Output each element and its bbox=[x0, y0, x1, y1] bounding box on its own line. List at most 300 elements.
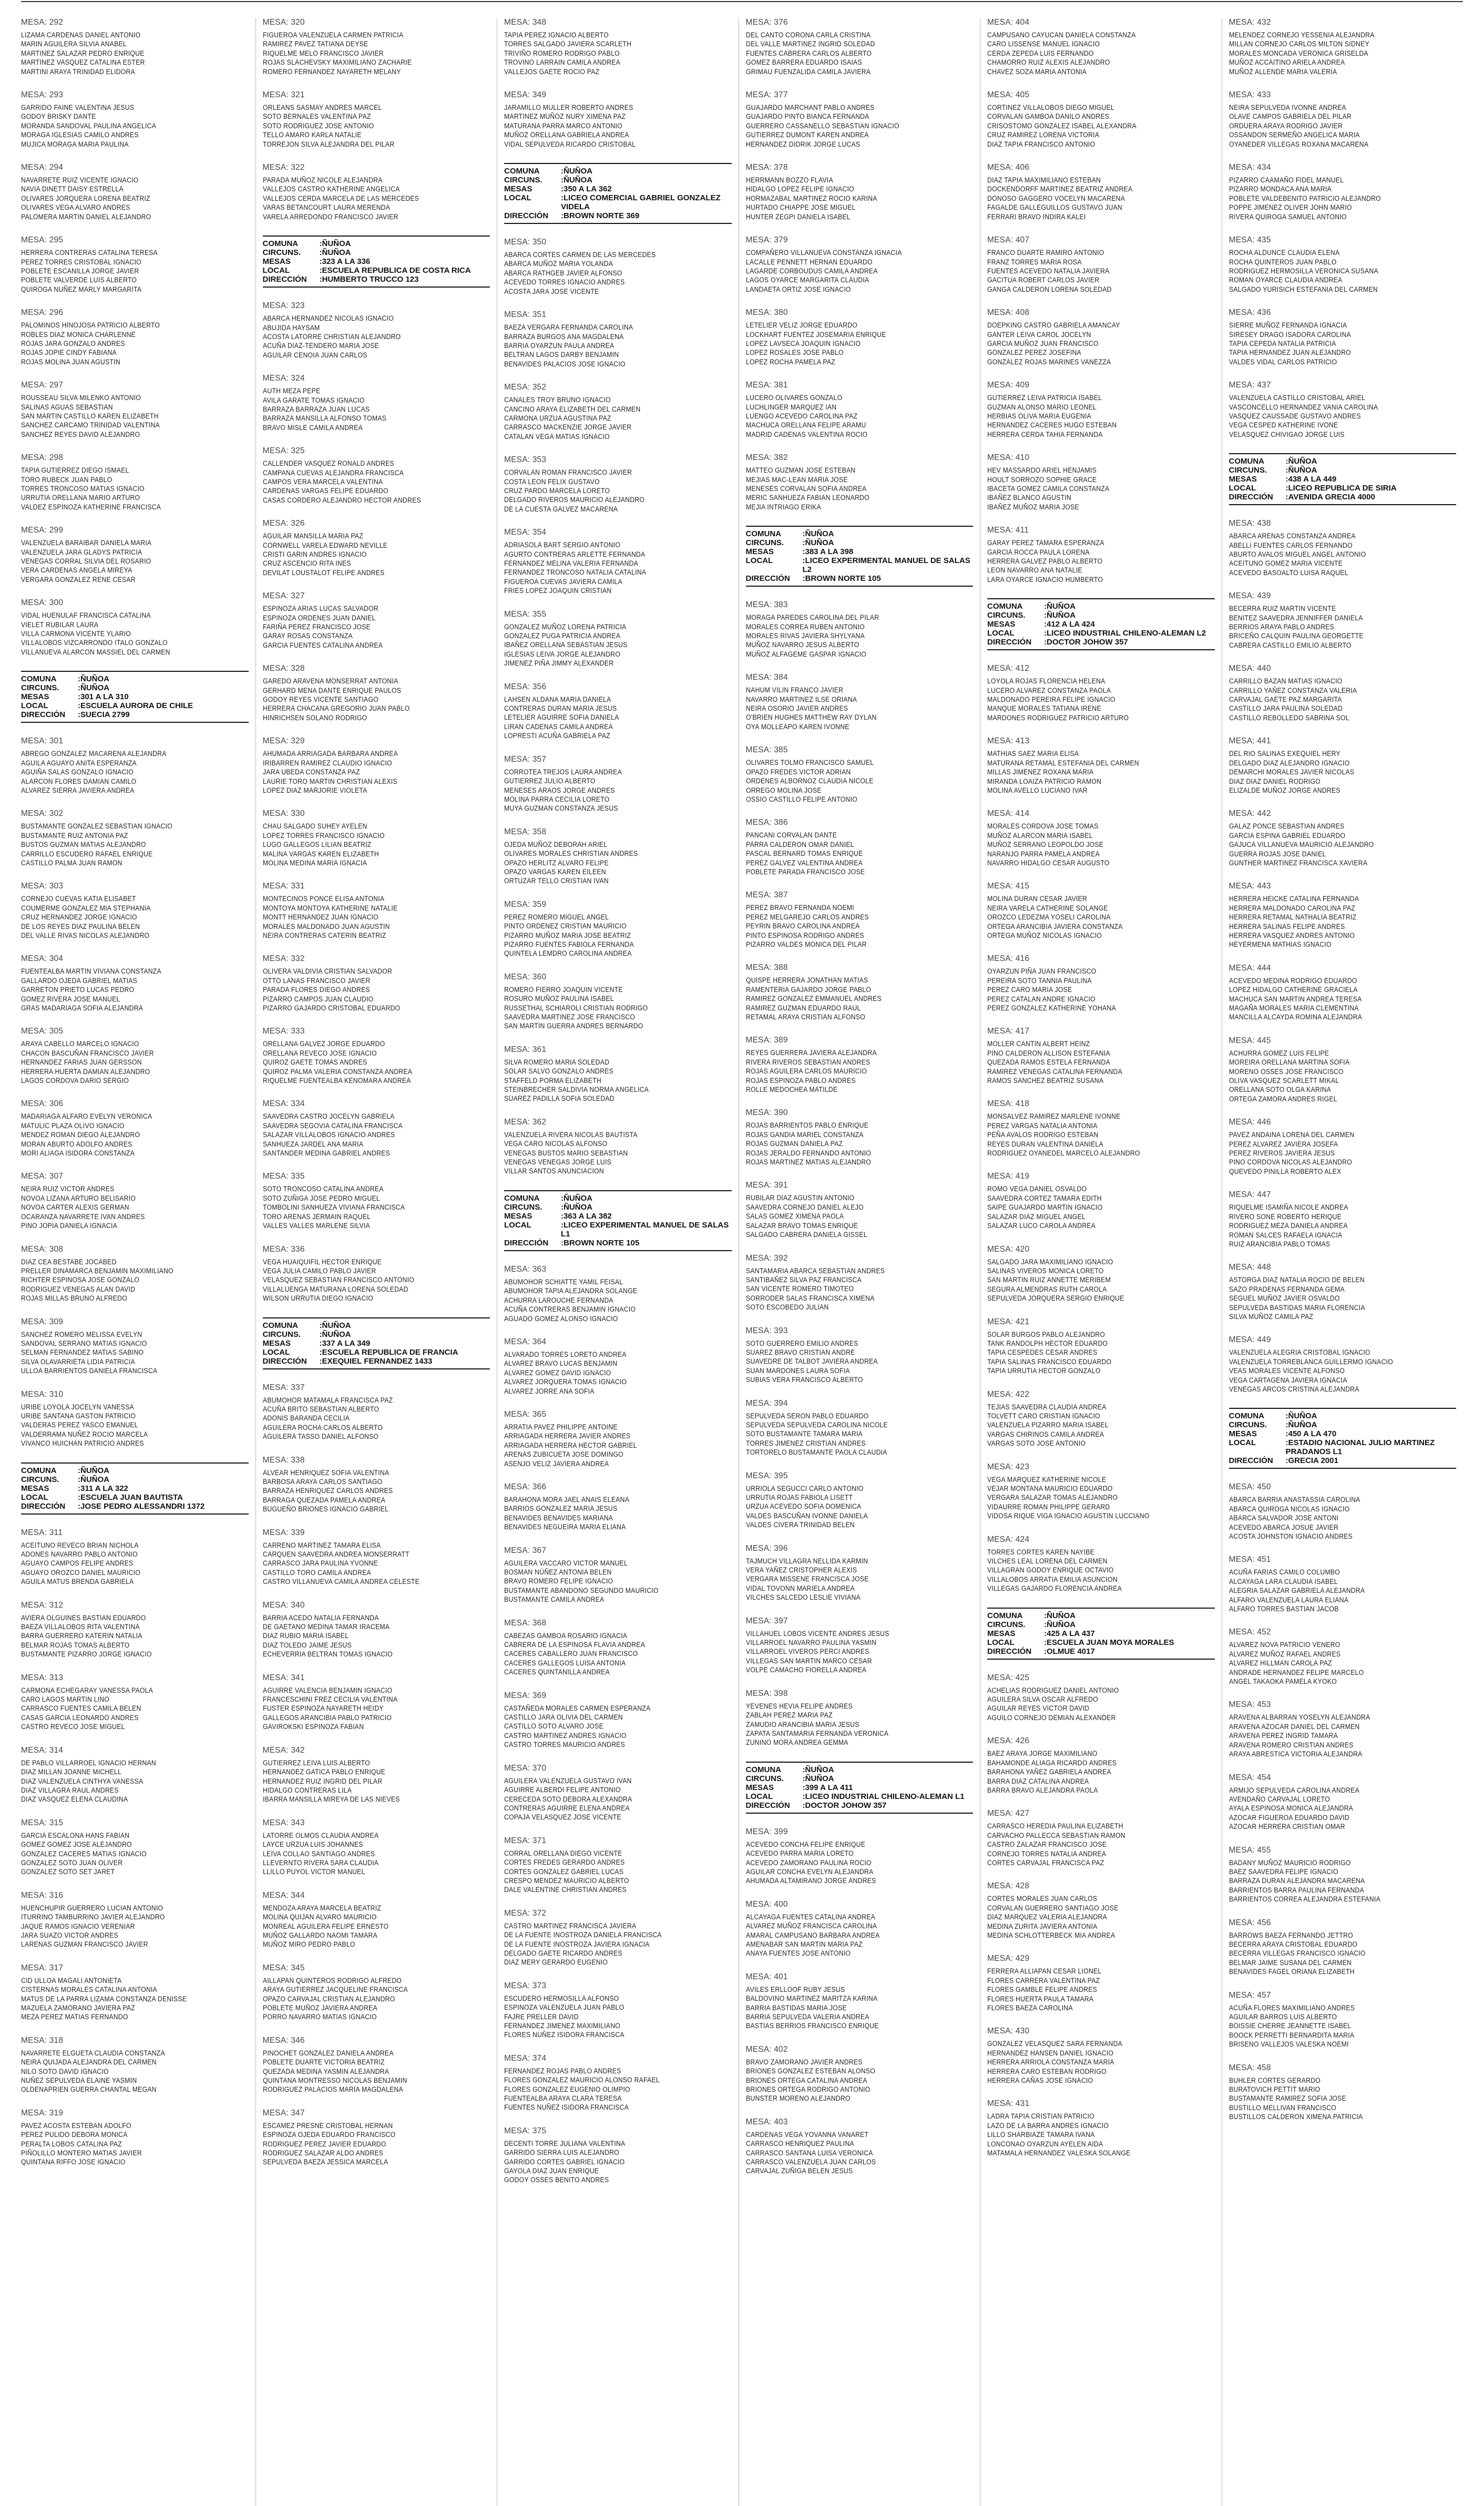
voter-name: ORDUERA ARAYA RODRIGO JAVIER bbox=[1229, 121, 1343, 130]
voter-name: MORALES CORREA RUBEN ANTONIO bbox=[745, 622, 865, 631]
voter-name: HERNANDEZ HANSEN DANIEL IGNACIO bbox=[987, 2049, 1114, 2058]
mesa-block bbox=[746, 673, 974, 732]
polling-place-mesas-row bbox=[746, 1783, 974, 1792]
voter-name: BECERRA RUIZ MARTIN VICENTE bbox=[1229, 605, 1336, 613]
voter-name: NAVIA DINETT DAISY ESTRELLA bbox=[21, 185, 124, 194]
voter-name: FARIÑA PEREZ FRANCISCO JOSE bbox=[262, 623, 371, 632]
polling-place-comuna-row bbox=[987, 1611, 1215, 1620]
polling-place-local-label: LOCAL bbox=[987, 1638, 1015, 1647]
voter-name: LEON NAVARRO ANA NATALIE bbox=[987, 566, 1082, 575]
voter-name: AGUILA AGUAYO ANITA ESPERANZA bbox=[21, 759, 137, 768]
voter-name: ROJAS BARRIENTOS PABLO ENRIQUE bbox=[745, 1121, 868, 1130]
voter-name: ACUÑA FARIAS CAMILO COLUMBO bbox=[1229, 1568, 1340, 1577]
voter-name: BENAVIDES NEGUEIRA MARIA ELIANA bbox=[504, 1523, 626, 1532]
voter-name: VILCHES SALCEDO LESLIE VIVIANA bbox=[745, 1593, 861, 1602]
voter-name: BARAHONA YAÑEZ GABRIELA ANDREA bbox=[987, 1768, 1111, 1777]
voter-name: VERA CARDENAS ANGELA MIREYA bbox=[21, 566, 132, 575]
mesa-title: MESA: 379 bbox=[745, 236, 788, 245]
mesa-title: MESA: 346 bbox=[262, 2036, 305, 2045]
voter-name: SALINAS VIVEROS MONICA LORETO bbox=[987, 1266, 1104, 1275]
voter-name: SALGADO CABRERA DANIELA GISSEL bbox=[745, 1231, 867, 1240]
mesa-title: MESA: 310 bbox=[21, 1389, 64, 1399]
voter-name: ACEVEDO ZAMORANO PAULINA ROCIO bbox=[745, 1858, 872, 1867]
mesa-block bbox=[21, 1963, 249, 2022]
voter-name: DE PABLO VILLARROEL IGNACIO HERNAN bbox=[21, 1758, 156, 1767]
voter-name: BARRA DIAZ CATALINA ANDREA bbox=[987, 1777, 1089, 1786]
voter-name: BARRAZA HENRIQUEZ CARLOS ANDRES bbox=[262, 1487, 393, 1496]
voter-name: NEIRA QUIJADA ALEJANDRA DEL CARMEN bbox=[21, 2058, 157, 2067]
voter-name: CHAVEZ SOZA MARIA ANTONIA bbox=[987, 67, 1087, 76]
voter-name: AGUADO GOMEZ ALONSO IGNACIO bbox=[504, 1314, 618, 1323]
mesa-block bbox=[1229, 964, 1457, 1022]
voter-name: ORELLANA SOTO OLGA KARINA bbox=[1229, 1086, 1331, 1095]
mesa-block bbox=[746, 308, 974, 367]
voter-name: GUTIERREZ LEIVA LUIS ALBERTO bbox=[262, 1758, 370, 1767]
voter-name: RAMIREZ PAVEZ TATIANA DEYSE bbox=[262, 40, 368, 49]
voter-name: JARAMILLO MULLER ROBERTO ANDRES bbox=[504, 104, 633, 112]
mesa-title: MESA: 369 bbox=[504, 1691, 547, 1700]
mesa-title: MESA: 316 bbox=[21, 1890, 64, 1900]
voter-name: VILLAGRAN GODOY ENRIQUE OCTAVIO bbox=[987, 1566, 1114, 1575]
voter-name: CASTRO MARTINEZ ANDRES IGNACIO bbox=[504, 1731, 627, 1740]
voter-name: LOPEZ ROSALES JOSE PABLO bbox=[745, 349, 844, 357]
voter-name: MENDOZA ARAYA MARCELA BEATRIZ bbox=[262, 1904, 381, 1912]
voter-name: SOTO BERNALES VALENTINA PAZ bbox=[262, 112, 371, 121]
mesa-title: MESA: 367 bbox=[504, 1546, 547, 1555]
polling-place-direccion-label: DIRECCIÓN bbox=[987, 1646, 1032, 1656]
voter-name: ACHURRA GOMEZ LUIS FELIPE bbox=[1229, 1049, 1329, 1058]
mesa-block bbox=[263, 1673, 490, 1732]
voter-name: MERIC SANHUEZA FABIAN LEONARDO bbox=[745, 494, 869, 503]
polling-place-circuns-label: CIRCUNS. bbox=[262, 1329, 301, 1339]
voter-name: OLIVARES JORQUERA LORENA BEATRIZ bbox=[21, 194, 150, 203]
mesa-block bbox=[263, 446, 490, 505]
voter-name: BOOCK PERRETTI BERNARDITA MARIA bbox=[1229, 2031, 1354, 2040]
polling-place-mesas-row bbox=[1229, 475, 1457, 484]
voter-name: HERBIAS OLIVA MARIA EUGENIA bbox=[987, 412, 1091, 421]
mesa-title: MESA: 320 bbox=[262, 18, 305, 27]
voter-name: CASTRO ZALAZAR FRANCISCO JOSE bbox=[987, 1840, 1107, 1849]
voter-name: NOVOA LIZANA ARTURO BELISARIO bbox=[21, 1194, 136, 1203]
polling-place-mesas-label: MESAS bbox=[262, 257, 291, 267]
polling-place-mesas-label: MESAS bbox=[1229, 475, 1257, 484]
voter-name: PARADA MUÑOZ NICOLE ALEJANDRA bbox=[262, 176, 383, 185]
mesa-block bbox=[263, 591, 490, 650]
voter-name: AGUILERA VACCARO VICTOR MANUEL bbox=[504, 1559, 628, 1568]
mesa-block bbox=[1229, 1773, 1457, 1832]
mesa-title: MESA: 443 bbox=[1229, 882, 1271, 891]
polling-place-circuns-label: CIRCUNS. bbox=[21, 683, 59, 693]
voter-name: RUIZ ARANCIBIA PABLO TOMAS bbox=[1229, 1240, 1330, 1249]
polling-place-circuns-label: CIRCUNS. bbox=[504, 1202, 543, 1212]
voter-name: ANAYA FUENTES JOSE ANTONIO bbox=[745, 1949, 851, 1958]
polling-place-comuna-row bbox=[1229, 1411, 1457, 1420]
voter-name: FAGALDE GALLEGUILLOS GUSTAVO JUAN bbox=[987, 203, 1122, 212]
polling-place-direccion-value: : DOCTOR JOHOW 357 bbox=[803, 1801, 974, 1810]
voter-name: IBAÑEZ ORELLANA SEBASTIAN JESUS bbox=[504, 641, 628, 650]
polling-place-header bbox=[21, 1462, 249, 1515]
mesa-block bbox=[1229, 1118, 1457, 1177]
voter-name: CORTES CARVAJAL FRANCISCA PAZ bbox=[987, 1858, 1104, 1867]
voter-name: DEL VALLE RIVAS NICOLAS ALEJANDRO bbox=[21, 931, 150, 940]
voter-name: CHAMORRO RUIZ ALEXIS ALEJANDRO bbox=[987, 58, 1110, 67]
voter-name: QUIROZ GAETE TOMAS ANDRES bbox=[262, 1058, 367, 1067]
voter-name: HIDALGO CONTRERAS LILA bbox=[262, 1786, 352, 1795]
voter-name: LARA OYARCE IGNACIO HUMBERTO bbox=[987, 575, 1103, 584]
voter-name: SUAVEDRE DE TALBOT JAVIERA ANDREA bbox=[745, 1357, 878, 1366]
voter-name: CORVALAN GUERRERO SANTIAGO JOSE bbox=[987, 1904, 1119, 1912]
voter-name: ESPINOZA OJEDA EDUARDO FRANCISCO bbox=[262, 2131, 395, 2140]
voter-name: ARMIJO SEPULVEDA CAROLINA ANDREA bbox=[1229, 1786, 1359, 1795]
voter-name: HERRERA ARRIOLA CONSTANZA MARIA bbox=[987, 2058, 1114, 2067]
voter-name: OLDENAPRIEN GUERRA CHANTAL MEGAN bbox=[21, 2085, 157, 2094]
voter-name: TORRES JIMENEZ CRISTIAN ANDRES bbox=[745, 1439, 866, 1448]
polling-place-mesas-row bbox=[263, 257, 490, 266]
mesa-block bbox=[1229, 1335, 1457, 1394]
voter-name: MARTINI ARAYA TRINIDAD ELIDORA bbox=[21, 67, 136, 76]
mesa-title: MESA: 309 bbox=[21, 1317, 64, 1326]
mesa-title: MESA: 332 bbox=[262, 954, 305, 964]
mesa-block bbox=[1229, 1190, 1457, 1249]
voter-name: POBLETE MUÑOZ JAVIERA ANDREA bbox=[262, 2004, 377, 2012]
voter-name: ESPINOZA ARIAS LUCAS SALVADOR bbox=[262, 605, 378, 613]
mesa-title: MESA: 452 bbox=[1229, 1628, 1271, 1637]
voter-name: AMENABAR SAN MARTIN MARIA PAZ bbox=[745, 1940, 863, 1949]
voter-name: LAHSEN ALDANA MARIA DANIELA bbox=[504, 695, 611, 704]
polling-place-local-row bbox=[746, 1792, 974, 1801]
voter-name: TAPIA SALINAS FRANCISCO EDUARDO bbox=[987, 1357, 1112, 1366]
voter-name: SUAREZ BRAVO CRISTIAN ANDRE bbox=[745, 1348, 855, 1357]
voter-name: BARRIA BASTIDAS MARIA JOSE bbox=[745, 2003, 847, 2012]
voter-name: SALAZAR DIAZ MIGUEL ANGEL bbox=[987, 1212, 1086, 1221]
voter-name: LUCERO OLIVARES GONZALO bbox=[745, 394, 842, 403]
polling-place-comuna-value: : ÑUÑOA bbox=[78, 674, 249, 683]
mesa-block bbox=[987, 2099, 1215, 2158]
voter-name: POPPE JIMENEZ OLIVER JOHN MARIO bbox=[1229, 203, 1352, 212]
voter-name: MONTT HERNANDEZ JUAN IGNACIO bbox=[262, 913, 378, 922]
voter-name: ALVAREZ MUÑOZ FRANCISCA CAROLINA bbox=[745, 1922, 877, 1931]
polling-place-header bbox=[21, 671, 249, 723]
mesa-title: MESA: 323 bbox=[262, 301, 305, 311]
polling-place-comuna-row bbox=[746, 1765, 974, 1774]
polling-place-comuna-value: : ÑUÑOA bbox=[1286, 457, 1457, 466]
voter-name: BUSTAMANTE CAMILA ANDREA bbox=[504, 1595, 605, 1604]
voter-name: HEV MASSARDO ARIEL HENJAMIS bbox=[987, 466, 1097, 475]
voter-name: AVENDAÑO CARVAJAL LORETO bbox=[1229, 1795, 1330, 1804]
voter-name: ACUÑA DIAZ-TENDERO MARIA JOSE bbox=[262, 342, 379, 351]
voter-name: FERNANDEZ TRONCOSO NATALIA CATALINA bbox=[504, 568, 647, 577]
mesa-title: MESA: 305 bbox=[21, 1027, 64, 1036]
mesa-block bbox=[21, 1673, 249, 1732]
voter-name: GAVIROKSKI ESPINOZA FABIAN bbox=[262, 1723, 364, 1732]
voter-name: BARRAZA BURGOS ANA MAGDALENA bbox=[504, 332, 624, 341]
mesa-title: MESA: 370 bbox=[504, 1763, 547, 1773]
voter-name: ROBLES DIAZ MONICA CHARLENNE bbox=[21, 330, 136, 339]
voter-name: VELASQUEZ CHIVIGAO JORGE LUIS bbox=[1229, 430, 1345, 439]
voter-name: CARRENO MARTINEZ TAMARA ELISA bbox=[262, 1541, 381, 1550]
polling-place-comuna-row bbox=[263, 1321, 490, 1330]
voter-name: LUCERO ALVAREZ CONSTANZA PAOLA bbox=[987, 686, 1111, 695]
polling-place-direccion-row bbox=[263, 1357, 490, 1366]
mesa-block bbox=[504, 1764, 732, 1823]
polling-place-direccion-label: DIRECCIÓN bbox=[745, 574, 790, 584]
voter-name: TANK RANDOLPH HECTOR EDUARDO bbox=[987, 1339, 1108, 1348]
voter-name: GALLARDO OJEDA GABRIEL MATIAS bbox=[21, 976, 138, 985]
voter-name: OLIVERA VALDIVIA CRISTIAN SALVADOR bbox=[262, 967, 392, 976]
voter-name: RAMIREZ GUZMAN EDUARDO RAUL bbox=[745, 1004, 861, 1012]
polling-place-local-label: LOCAL bbox=[1229, 484, 1256, 493]
voter-name: CORNEJO TORRES NATALIA ANDREA bbox=[987, 1849, 1107, 1858]
voter-name: COMPAÑERO VILLANUEVA CONSTANZA IGNACIA bbox=[745, 249, 902, 258]
voter-name: SAN MARTIN GUERRA ANDRES BERNARDO bbox=[504, 1022, 643, 1031]
voter-name: ABUJIDA HAYSAM bbox=[262, 323, 320, 332]
mesa-title: MESA: 299 bbox=[21, 526, 64, 535]
mesa-title: MESA: 396 bbox=[745, 1543, 788, 1553]
voter-name: NUÑEZ SEPULVEDA ELAINE YASMIN bbox=[21, 2077, 137, 2085]
voter-name: CORTES GONZALEZ GABRIEL LUCAS bbox=[504, 1867, 624, 1876]
voter-name: VALENZUELA BARAIBAR DANIELA MARIA bbox=[21, 539, 152, 548]
voter-name: CONTRERAS DURAN MARIA JESUS bbox=[504, 704, 617, 713]
voter-name: MOLINA MEDINA MARIA IGNACIA bbox=[262, 858, 367, 867]
voter-name: ACOSTA JOHNSTON IGNACIO ANDRES bbox=[1229, 1532, 1353, 1541]
mesa-title: MESA: 408 bbox=[987, 308, 1030, 318]
voter-name: SALINAS AGUAS SEBASTIAN bbox=[21, 403, 113, 412]
polling-place-direccion-value: : HUMBERTO TRUCCO 123 bbox=[320, 275, 490, 284]
polling-place-direccion-value: : BROWN NORTE 105 bbox=[561, 1239, 732, 1247]
polling-place-mesas-label: MESAS bbox=[987, 1629, 1016, 1638]
voter-name: VALDERRAMA NUÑEZ ROCIO MARCELA bbox=[21, 1430, 148, 1439]
voter-name: BALDOVINO MARTINEZ MARITZA KARINA bbox=[745, 1994, 877, 2003]
voter-name: MORALES RIVAS JAVIERA SHYLYANA bbox=[745, 632, 865, 641]
voter-name: FRANCO DUARTE RAMIRO ANTONIO bbox=[987, 249, 1104, 258]
mesa-title: MESA: 446 bbox=[1229, 1118, 1271, 1127]
mesa-title: MESA: 371 bbox=[504, 1836, 547, 1845]
polling-place-circuns-value: : ÑUÑOA bbox=[1044, 611, 1215, 620]
polling-place-comuna-label: COMUNA bbox=[21, 674, 57, 684]
voter-name: MATHIAS SAEZ MARIA ELISA bbox=[987, 750, 1079, 759]
mesa-block bbox=[746, 381, 974, 439]
voter-name: CARVAJAL ZUÑIGA BELEN JESUS bbox=[745, 2167, 853, 2176]
polling-place-direccion-value: : OLMUE 4017 bbox=[1044, 1647, 1215, 1656]
voter-name: IGLESIAS LEIVA JORGE ALEJANDRO bbox=[504, 650, 621, 659]
voter-name: PEREZ MELGAREJO CARLOS ANDRES bbox=[745, 913, 869, 922]
polling-place-comuna-value: : ÑUÑOA bbox=[78, 1466, 249, 1475]
voter-name: ORDENES ALBORNOZ CLAUDIA NICOLE bbox=[745, 777, 874, 786]
voter-name: SAN VICENTE ROMERO TIMOTEO bbox=[745, 1285, 854, 1294]
voter-name: GRAS MADARIAGA SOFIA ALEJANDRA bbox=[21, 1004, 144, 1012]
mesa-title: MESA: 361 bbox=[504, 1045, 547, 1054]
mesa-block bbox=[987, 954, 1215, 1013]
polling-place-comuna-value: : ÑUÑOA bbox=[561, 167, 732, 176]
mesa-block bbox=[21, 1172, 249, 1231]
voter-name: MORALES MALDONADO JUAN AGUSTIN bbox=[262, 922, 390, 931]
mesa-block bbox=[1229, 1482, 1457, 1541]
voter-name: COPAJA VELASQUEZ JOSE VICENTE bbox=[504, 1813, 621, 1822]
voter-name: SANTIBAÑEZ SILVA PAZ FRANCISCA bbox=[745, 1275, 862, 1284]
voter-name: BASTIAS BERRIOS FRANCISCO ENRIQUE bbox=[745, 2022, 879, 2031]
column-4 bbox=[739, 18, 980, 2506]
voter-name: PINO CALDERON ALLISON ESTEFANIA bbox=[987, 1049, 1110, 1058]
voter-name: SAAVEDRA CORTEZ TAMARA EDITH bbox=[987, 1194, 1102, 1203]
voter-name: ALARCON FLORES DAMIAN CAMILO bbox=[21, 777, 137, 786]
voter-name: BAEZA VILLALOBOS RITA VALENTINA bbox=[21, 1623, 140, 1632]
mesa-title: MESA: 439 bbox=[1229, 591, 1271, 601]
mesa-title: MESA: 345 bbox=[262, 1963, 305, 1972]
mesa-title: MESA: 394 bbox=[745, 1398, 788, 1408]
voter-name: POBLETE VALDEBENITO PATRICIO ALEJANDRO bbox=[1229, 194, 1381, 203]
mesa-title: MESA: 438 bbox=[1229, 519, 1271, 528]
voter-name: LILLO SHARBIAZE TAMARA IVANA bbox=[987, 2131, 1095, 2140]
voter-name: ORREGO MOLINA JOSE bbox=[745, 786, 822, 795]
voter-name: AHUMADA ARRIAGADA BARBARA ANDREA bbox=[262, 750, 398, 759]
mesa-title: MESA: 418 bbox=[987, 1099, 1030, 1109]
polling-place-local-row bbox=[987, 1638, 1215, 1647]
mesa-block bbox=[987, 1099, 1215, 1158]
voter-name: MUÑOZ GALLARDO NAOMI TAMARA bbox=[262, 1931, 377, 1940]
mesa-title: MESA: 386 bbox=[745, 818, 788, 827]
voter-name: QUIROGA NUÑEZ MARLY MARGARITA bbox=[21, 285, 142, 294]
voter-name: ARAYA GUTIERREZ JACQUELINE FRANCISCA bbox=[262, 1986, 408, 1994]
polling-place-header bbox=[746, 1762, 974, 1814]
mesa-block bbox=[263, 1245, 490, 1304]
voter-name: ULLOA BARRIENTOS DANIELA FRANCISCA bbox=[21, 1367, 158, 1376]
polling-place-direccion-label: DIRECCIÓN bbox=[262, 1356, 307, 1366]
voter-name: CHAU SALGADO SUHEY AYELEN bbox=[262, 822, 367, 831]
mesa-block bbox=[263, 1383, 490, 1442]
voter-name: VERA YAÑEZ CRISTOPHER ALEXIS bbox=[745, 1566, 857, 1575]
voter-name: VILLALOBOS ARRATIA EMILIA ASUNCION bbox=[987, 1575, 1118, 1584]
polling-place-circuns-row bbox=[504, 176, 732, 185]
voter-name: JIMENEZ PIÑA JIMMY ALEXANDER bbox=[504, 659, 614, 668]
mesa-block bbox=[263, 1963, 490, 2022]
voter-name: HERRERA HUERTA DAMIAN ALEJANDRO bbox=[21, 1067, 150, 1076]
voter-name: RIVERA RIVEROS SEBASTIAN ANDRES bbox=[745, 1058, 870, 1067]
voter-name: SEPULVEDA SERON PABLO EDUARDO bbox=[745, 1411, 869, 1420]
mesa-block bbox=[504, 528, 732, 596]
polling-place-direccion-value: : BROWN NORTE 105 bbox=[803, 574, 974, 583]
polling-place-mesas-row bbox=[504, 1212, 732, 1221]
voter-name: ADONES NAVARRO PABLO ANTONIO bbox=[21, 1550, 138, 1559]
voter-name: MATAMALA HERNANDEZ VALESKA SOLANGE bbox=[987, 2149, 1131, 2158]
voter-name: HERNANDEZ CACERES HUGO ESTEBAN bbox=[987, 421, 1117, 430]
voter-name: ROUSSEAU SILVA MILENKO ANTONIO bbox=[21, 394, 141, 403]
voter-name: ARAVENA AZOCAR DANIEL DEL CARMEN bbox=[1229, 1722, 1359, 1731]
mesa-title: MESA: 421 bbox=[987, 1317, 1030, 1326]
voter-name: VELASQUEZ SEBASTIAN FRANCISCO ANTONIO bbox=[262, 1276, 414, 1285]
voter-name: URRIOLA SEGUCCI CARLO ANTONIO bbox=[745, 1484, 864, 1493]
voter-name: DE LA FUENTE INOSTROZA JAVIERA IGNACIA bbox=[504, 1940, 650, 1949]
mesa-block bbox=[987, 1317, 1215, 1376]
voter-name: ROJAS MILLAS BRUNO ALFREDO bbox=[21, 1294, 127, 1303]
voter-name: MENDEZ ROMAN DIEGO ALEJANDRO bbox=[21, 1131, 140, 1140]
mesa-title: MESA: 382 bbox=[745, 453, 788, 463]
voter-name: VEGA CARO NICOLAS ALFONSO bbox=[504, 1140, 608, 1149]
voter-name: FLORES BAEZA CAROLINA bbox=[987, 2004, 1073, 2012]
mesa-block bbox=[263, 1818, 490, 1877]
voter-name: AGUILAR MANSILLA MARIA PAZ bbox=[262, 532, 363, 541]
mesa-block bbox=[1229, 1628, 1457, 1686]
voter-name: PEREZ TORRES CRISTOBAL IGNACIO bbox=[21, 258, 142, 267]
voter-name: FLORES GONZALEZ MAURICIO ALONSO RAFAEL bbox=[504, 2076, 660, 2085]
voter-name: MONTOYA MONTOYA KATHERINE NATALIE bbox=[262, 904, 397, 913]
voter-name: URIBE LOYOLA JOCELYN VANESSA bbox=[21, 1403, 134, 1411]
polling-place-comuna-label: COMUNA bbox=[262, 239, 298, 249]
mesa-block bbox=[504, 900, 732, 959]
polling-place-local-value: : ESTADIO NACIONAL JULIO MARTINEZ PRADANOS L1 bbox=[1286, 1438, 1457, 1456]
mesa-title: MESA: 413 bbox=[987, 737, 1030, 746]
polling-place-circuns-value: : ÑUÑOA bbox=[561, 176, 732, 185]
polling-place-circuns-label: CIRCUNS. bbox=[987, 1620, 1026, 1629]
voter-name: VILLARROEL VIVEROS PERCI ANDRES bbox=[745, 1648, 869, 1656]
mesa-title: MESA: 454 bbox=[1229, 1773, 1271, 1782]
voter-name: PEREZ ALVAREZ JAVIERA JOSEFA bbox=[1229, 1140, 1338, 1149]
voter-name: OROZCO LEDEZMA YOSELI CAROLINA bbox=[987, 913, 1111, 922]
voter-name: ROJAS SLACHEVSKY MAXIMILIANO ZACHARIE bbox=[262, 58, 412, 67]
voter-name: GAYOLA DIAZ JUAN ENRIQUE bbox=[504, 2167, 599, 2176]
mesa-title: MESA: 374 bbox=[504, 2053, 547, 2063]
voter-name: VASCONCELLO HERNANDEZ VANIA CAROLINA bbox=[1229, 403, 1378, 412]
voter-name: LAGARDE CORBOUDUS CAMILA ANDREA bbox=[745, 267, 878, 275]
voter-name: LACALLE PENNETT HERNAN EDUARDO bbox=[745, 258, 873, 267]
voter-name: QUEZADA MEDINA YASMIN ALEJANDRA bbox=[262, 2067, 389, 2076]
mesa-block bbox=[21, 1390, 249, 1449]
mesa-block bbox=[21, 1528, 249, 1587]
voter-name: MORAGA PAREDES CAROLINA DEL PILAR bbox=[745, 613, 879, 622]
voter-name: JARA SUAZO VICTOR ANDRES bbox=[21, 1931, 118, 1940]
mesa-block bbox=[263, 2036, 490, 2095]
voter-name: POBLETE DUARTE VICTORIA BEATRIZ bbox=[262, 2058, 385, 2067]
mesa-block bbox=[21, 1746, 249, 1805]
polling-place-direccion-label: DIRECCIÓN bbox=[1229, 493, 1273, 502]
voter-name: GARAY PEREZ TAMARA ESPERANZA bbox=[987, 539, 1104, 548]
mesa-title: MESA: 428 bbox=[987, 1881, 1030, 1891]
voter-name: ALVAREZ SIERRA JAVIERA ANDREA bbox=[21, 786, 135, 795]
voter-name: ACEVEDO BASOALTO LUISA RAQUEL bbox=[1229, 568, 1348, 577]
mesa-block bbox=[1229, 18, 1457, 77]
voter-name: CARVACHO PALLECCA SEBASTIAN RAMON bbox=[987, 1831, 1125, 1840]
voter-name: HERRERA HEICKE CATALINA FERNANDA bbox=[1229, 895, 1359, 904]
voter-name: MACHUCA ORELLANA FELIPE ARAMU bbox=[745, 421, 866, 430]
mesa-title: MESA: 312 bbox=[21, 1600, 64, 1610]
voter-name: HERNANDEZ GATICA PABLO ENRIQUE bbox=[262, 1768, 385, 1777]
polling-place-mesas-label: MESAS bbox=[504, 1211, 533, 1221]
voter-name: GARRIDO FAINE VALENTINA JESUS bbox=[21, 104, 135, 112]
voter-name: DIAZ MARQUEZ VALERIA ALEJANDRA bbox=[987, 1913, 1107, 1922]
voter-name: DE LOS REYES DIAZ PAULINA BELEN bbox=[21, 922, 140, 931]
voter-name: ALVAREZ MUÑOZ RAFAEL ANDRES bbox=[1229, 1650, 1340, 1659]
mesa-block bbox=[1229, 737, 1457, 795]
polling-place-direccion-value: : SUECIA 2799 bbox=[78, 710, 249, 719]
voter-name: ARENAS ZUBICUETA JOSE DOMINGO bbox=[504, 1450, 623, 1459]
polling-place-mesas-label: MESAS bbox=[504, 185, 533, 194]
mesa-title: MESA: 392 bbox=[745, 1253, 788, 1263]
voter-name: ABARCA RATHGEB JAVIER ALFONSO bbox=[504, 269, 622, 278]
voter-name: TOMBOLINI SANHUEZA VIVIANA FRANCISCA bbox=[262, 1203, 405, 1212]
voter-name: PIZARRO GAJARDO CRISTOBAL EDUARDO bbox=[262, 1004, 400, 1012]
voter-name: PEREZ BRAVO FERNANDA NOEMI bbox=[745, 904, 854, 913]
mesa-title: MESA: 325 bbox=[262, 446, 305, 456]
voter-name: VENEGAS BUSTOS MARIO SEBASTIAN bbox=[504, 1149, 628, 1158]
mesa-title: MESA: 344 bbox=[262, 1890, 305, 1900]
polling-place-mesas-value: : 363 A LA 382 bbox=[561, 1212, 732, 1221]
voter-name: PERALTA LOBOS CATALINA PAZ bbox=[21, 2140, 122, 2149]
mesa-block bbox=[504, 1118, 732, 1177]
voter-name: PEREZ RIVEROS JAVIERA JESUS bbox=[1229, 1149, 1335, 1158]
voter-name: VILLAHUEL LOBOS VICENTE ANDRES JESUS bbox=[745, 1629, 889, 1638]
mesa-block bbox=[746, 2118, 974, 2176]
voter-name: LOPEZ LAVSECA JOAQUIN IGNACIO bbox=[745, 339, 861, 348]
voter-name: DIAZ VALENZUELA CINTHYA VANESSA bbox=[21, 1777, 144, 1786]
